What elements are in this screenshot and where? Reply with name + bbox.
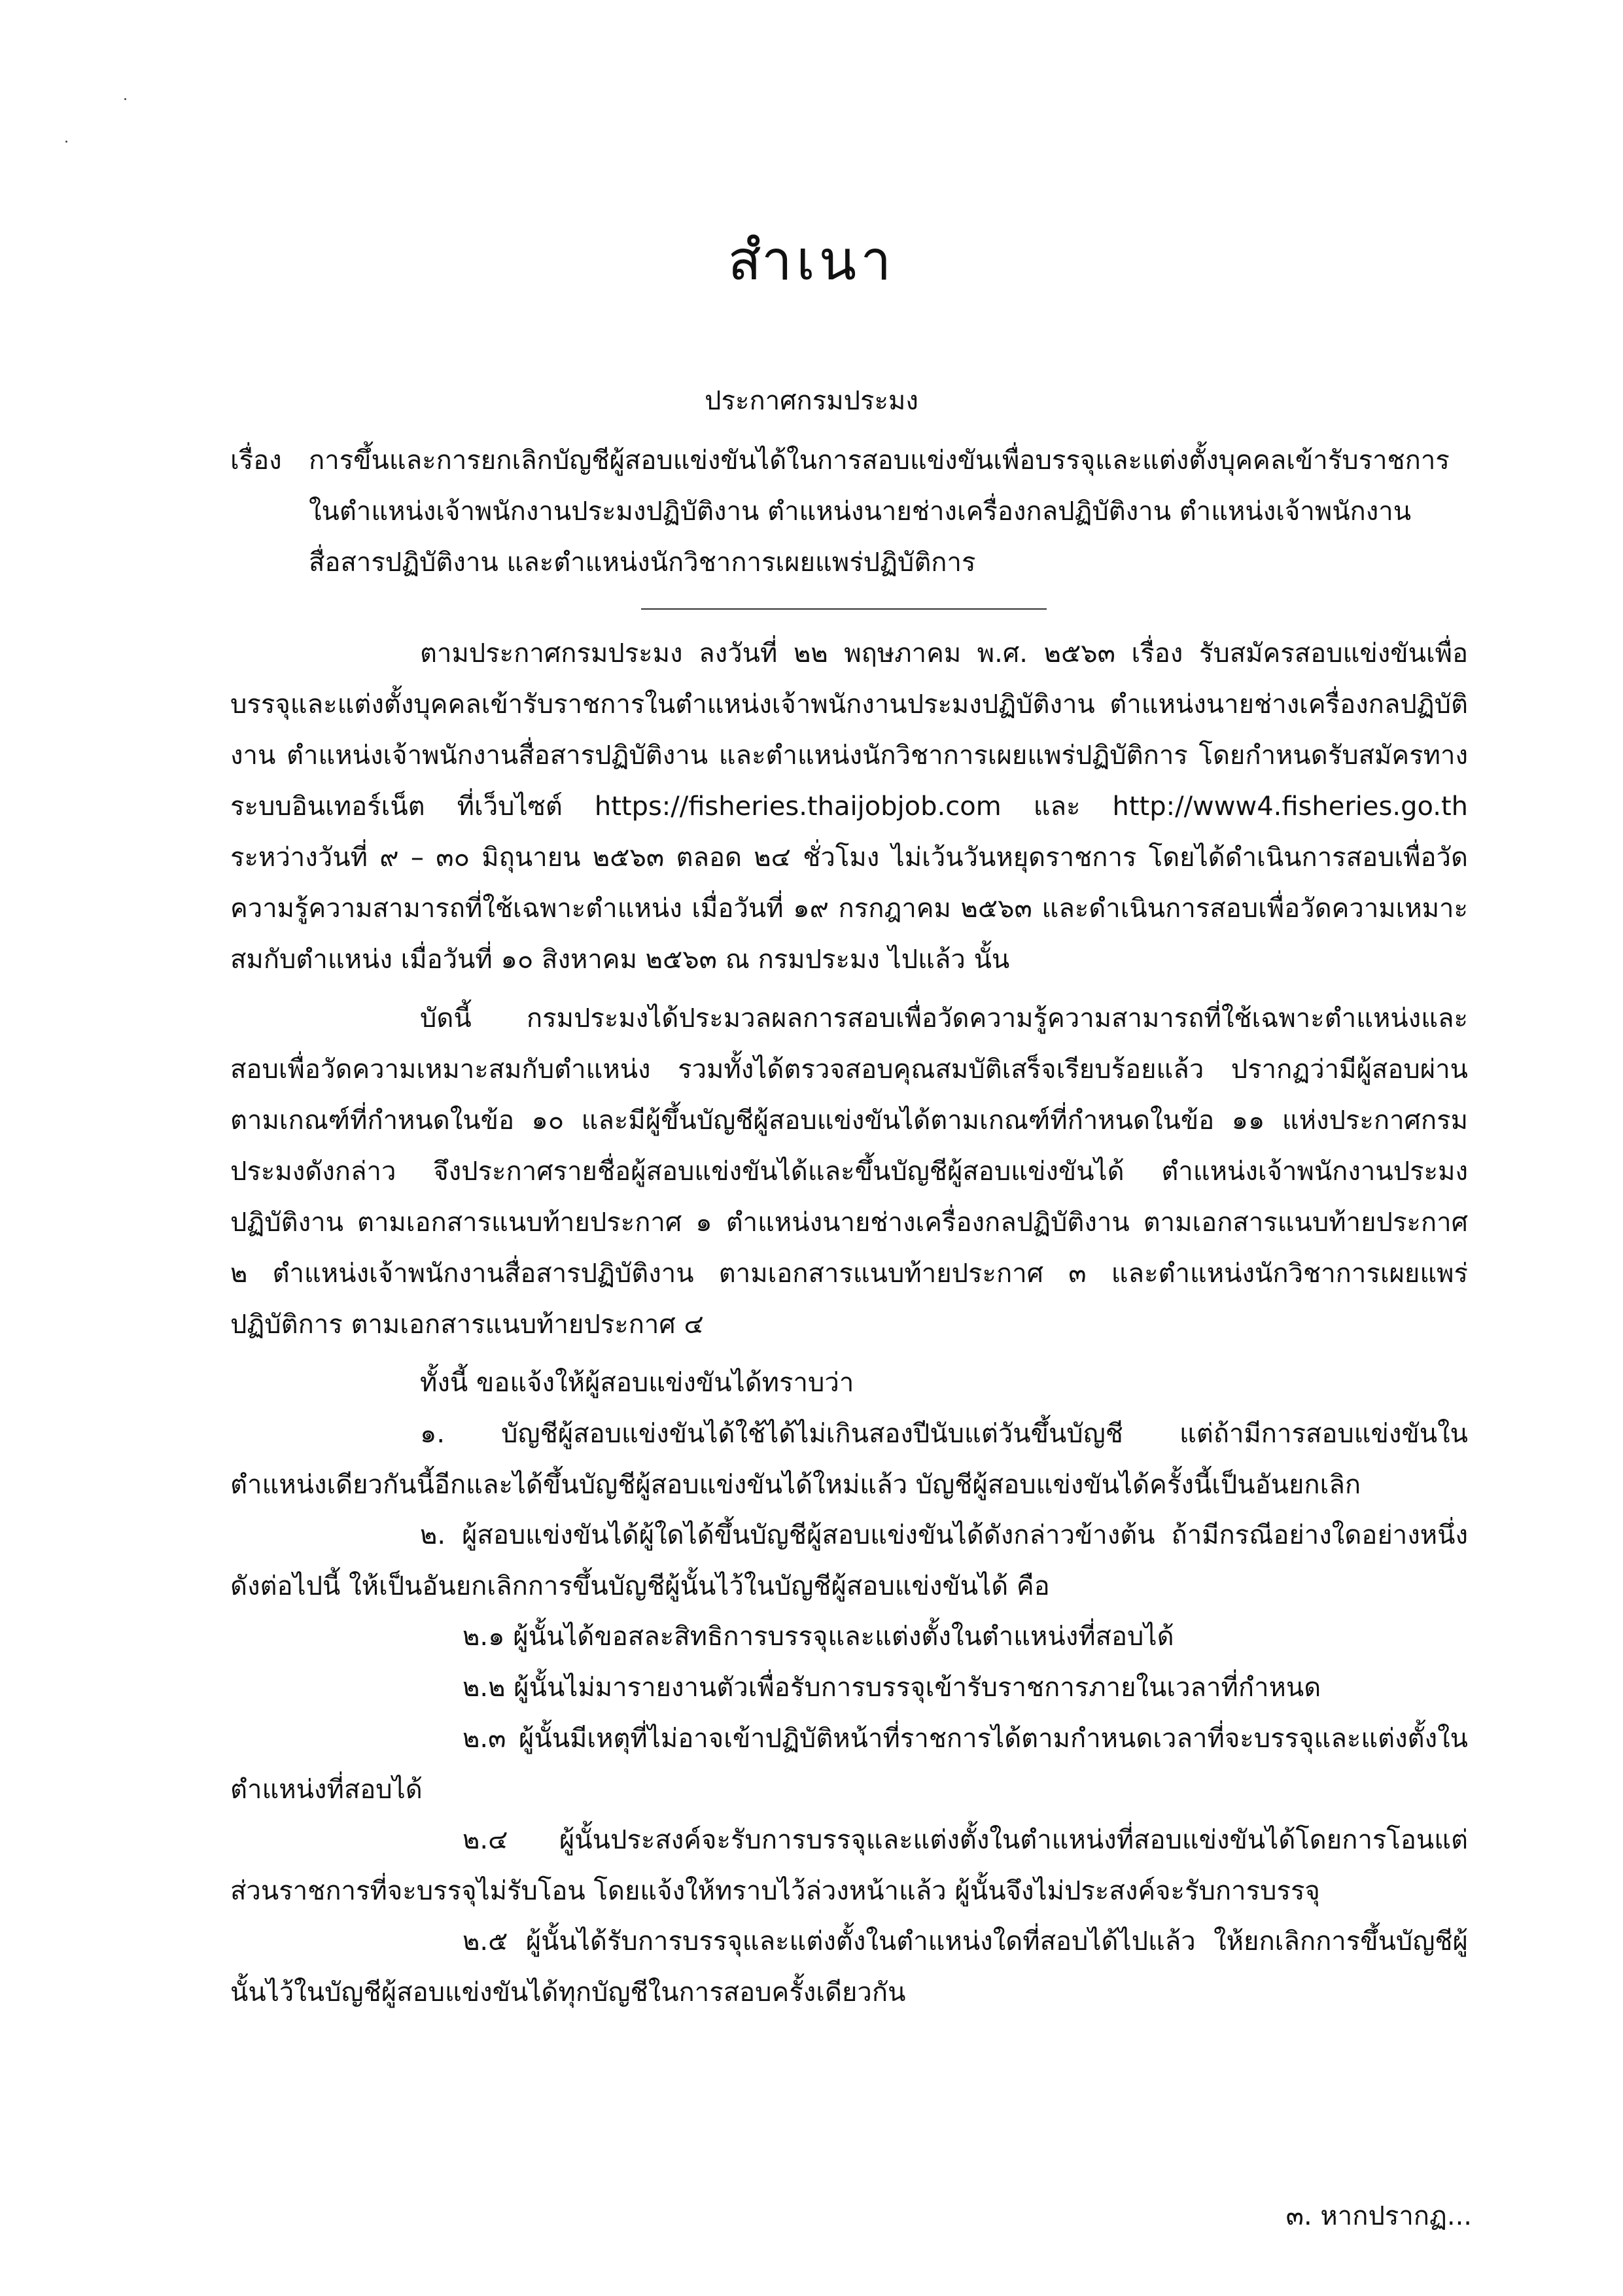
sub-item-2-1: [230, 1611, 1468, 1662]
subject-block: [230, 435, 1512, 588]
paragraph-notice-text: ทั้งนี้ ขอแจ้งให้ผู้สอบแข่งขันได้ทราบว่า: [420, 1368, 854, 1398]
sub-item-2-1-text: ๒.๑ ผู้นั้นได้ขอสละสิทธิการบรรจุและแต่งตั้งในตำแหน่งที่สอบได้: [462, 1622, 1174, 1652]
paragraph-background: [230, 628, 1468, 985]
subject-label: เรื่อง: [230, 445, 282, 476]
scan-speck: [65, 141, 67, 143]
paragraph-results: [230, 993, 1468, 1350]
sub-item-2-5: [230, 1916, 1468, 2018]
scan-speck: [124, 98, 126, 100]
paragraph-results-text: บัดนี้ กรมประมงได้ประมวลผลการสอบเพื่อวัดความรู้ความสามารถที่ใช้เฉพาะตำแหน่งและสอบเพื่อวัดความเหมาะสมกับตำแหน่ง รวมทั้งได้ตรวจสอบคุณสมบัติเสร็จเรียบร้อยแล้ว ปรากฏว่ามีผู้สอบผ่านตามเกณฑ์ที่กำหนดในข้อ ๑๐ และมีผู้ขึ้นบัญชีผู้สอบแข่งขันได้ตามเกณฑ์ที่กำหนดในข้อ ๑๑ แห่งประกาศกรมประมงดังกล่าว จึงประกาศรายชื่อผู้สอบแข่งขันได้และขึ้นบัญชีผู้สอบแข่งขันได้ ตำแหน่งเจ้าพนักงานประมงปฏิบัติงาน ตามเอกสารแนบท้ายประกาศ ๑ ตำแหน่งนายช่างเครื่องกลปฏิบัติงาน ตามเอกสารแนบท้ายประกาศ ๒ ตำแหน่งเจ้าพนักงานสื่อสารปฏิบัติงาน ตามเอกสารแนบท้ายประกาศ ๓ และตำแหน่งนักวิชาการเผยแพร่ปฏิบัติการ ตามเอกสารแนบท้ายประกาศ ๔: [230, 1003, 1468, 1340]
sub-item-2-4: [230, 1815, 1468, 1917]
sub-item-2-2-text: ๒.๒ ผู้นั้นไม่มารายงานตัวเพื่อรับการบรรจุเข้ารับราชการภายในเวลาที่กำหนด: [462, 1673, 1321, 1703]
sub-item-2-3: [230, 1713, 1468, 1815]
sub-item-2-3-text: ๒.๓ ผู้นั้นมีเหตุที่ไม่อาจเข้าปฏิบัติหน้าที่ราชการได้ตามกำหนดเวลาที่จะบรรจุและแต่งตั้งในตำแหน่งที่สอบได้: [230, 1724, 1468, 1805]
announcement-heading: ประกาศกรมประมง: [705, 386, 918, 416]
list-item-1: [230, 1408, 1468, 1510]
list-item-2: [230, 1510, 1468, 1612]
list-item-2-text: ๒. ผู้สอบแข่งขันได้ผู้ใดได้ขึ้นบัญชีผู้สอบแข่งขันได้ดังกล่าวข้างต้น ถ้ามีกรณีอย่างใดอย่างหนึ่งดังต่อไปนี้ ให้เป็นอันยกเลิกการขึ้นบัญชีผู้นั้นไว้ในบัญชีผู้สอบแข่งขันได้ คือ: [230, 1520, 1468, 1601]
list-item-1-text: ๑. บัญชีผู้สอบแข่งขันได้ใช้ได้ไม่เกินสองปีนับแต่วันขึ้นบัญชี แต่ถ้ามีการสอบแข่งขันในตำแหน่งเดียวกันนี้อีกและได้ขึ้นบัญชีผู้สอบแข่งขันได้ใหม่แล้ว บัญชีผู้สอบแข่งขันได้ครั้งนี้เป็นอันยกเลิก: [230, 1419, 1468, 1500]
sub-item-2-4-text: ๒.๔ ผู้นั้นประสงค์จะรับการบรรจุและแต่งตั้งในตำแหน่งที่สอบแข่งขันได้โดยการโอนแต่ส่วนราชการที่จะบรรจุไม่รับโอน โดยแจ้งให้ทราบไว้ล่วงหน้าแล้ว ผู้นั้นจึงไม่ประสงค์จะรับการบรรจุ: [230, 1825, 1468, 1906]
copy-stamp-title: สำเนา: [727, 228, 896, 292]
sub-item-2-5-text: ๒.๕ ผู้นั้นได้รับการบรรจุและแต่งตั้งในตำแหน่งใดที่สอบได้ไปแล้ว ให้ยกเลิกการขึ้นบัญชีผู้นั้นไว้ในบัญชีผู้สอบแข่งขันได้ทุกบัญชีในการสอบครั้งเดียวกัน: [230, 1926, 1468, 2008]
paragraph-background-text: ตามประกาศกรมประมง ลงวันที่ ๒๒ พฤษภาคม พ.ศ. ๒๕๖๓ เรื่อง รับสมัครสอบแข่งขันเพื่อบรรจุและแต่งตั้งบุคคลเข้ารับราชการในตำแหน่งเจ้าพนักงานประมงปฏิบัติงาน ตำแหน่งนายช่างเครื่องกลปฏิบัติงาน ตำแหน่งเจ้าพนักงานสื่อสารปฏิบัติงาน และตำแหน่งนักวิชาการเผยแพร่ปฏิบัติการ โดยกำหนดรับสมัครทางระบบอินเทอร์เน็ต ที่เว็บไซต์ https://fisheries.thaijobjob.com และ http://www4.fisheries.go.th ระหว่างวันที่ ๙ – ๓๐ มิถุนายน ๒๕๖๓ ตลอด ๒๔ ชั่วโมง ไม่เว้นวันหยุดราชการ โดยได้ดำเนินการสอบเพื่อวัดความรู้ความสามารถที่ใช้เฉพาะตำแหน่ง เมื่อวันที่ ๑๙ กรกฎาคม ๒๕๖๓ และดำเนินการสอบเพื่อวัดความเหมาะสมกับตำแหน่ง เมื่อวันที่ ๑๐ สิงหาคม ๒๕๖๓ ณ กรมประมง ไปแล้ว นั้น: [230, 638, 1469, 975]
paragraph-notice: [230, 1357, 1468, 1408]
divider-line: [641, 608, 1047, 610]
sub-item-2-2: [230, 1662, 1468, 1713]
subject-text: การขึ้นและการยกเลิกบัญชีผู้สอบแข่งขันได้ในการสอบแข่งขันเพื่อบรรจุและแต่งตั้งบุคคลเข้ารับราชการ ในตำแหน่งเจ้าพนักงานประมงปฏิบัติงาน ตำแหน่งนายช่างเครื่องกลปฏิบัติงาน ตำแหน่งเจ้าพนักงาน สื่อสารปฏิบัติงาน และตำแหน่งนักวิชาการเผยแพร่ปฏิบัติการ: [309, 445, 1450, 578]
continuation-marker: ๓. หากปรากฏ...: [1285, 2201, 1472, 2231]
